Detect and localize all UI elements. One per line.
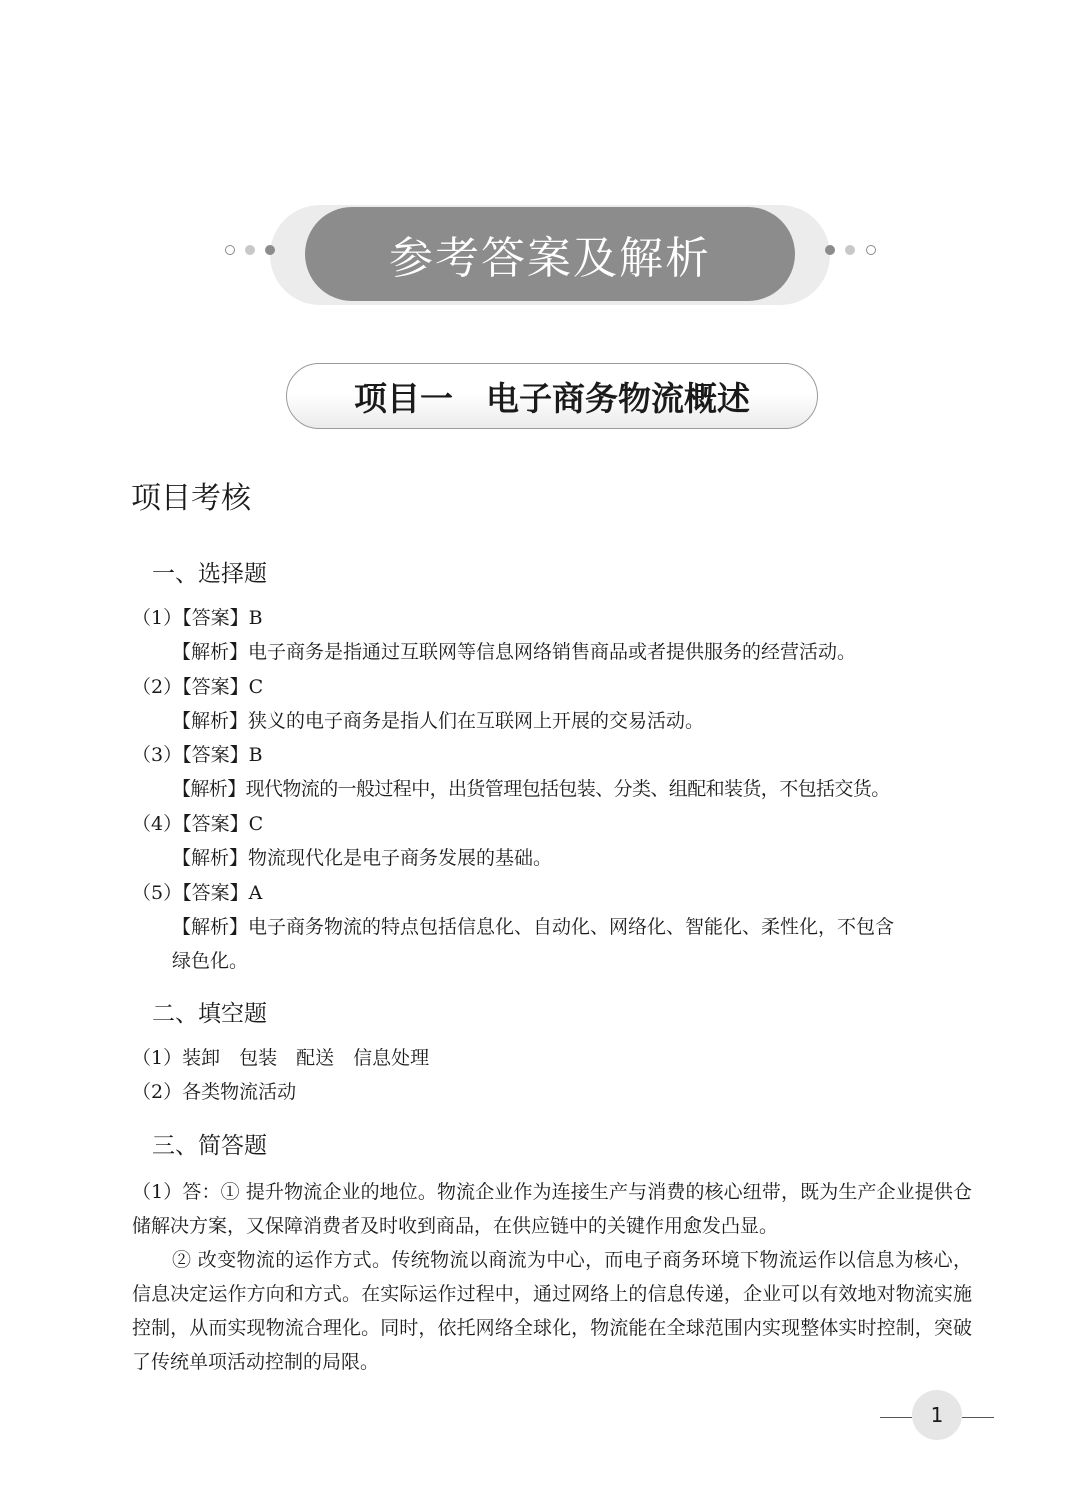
section-title: 项目考核: [131, 481, 251, 516]
choice-answer-4: （4）【答案】C: [132, 813, 264, 835]
page-number: 1: [912, 1390, 962, 1440]
banner: [305, 207, 795, 301]
choice-analysis-2: 【解析】狭义的电子商务是指人们在互联网上开展的交易活动。: [172, 710, 705, 732]
choice-analysis-3: 【解析】现代物流的一般过程中，出货管理包括包装、分类、组配和装货，不包括交货。: [172, 778, 890, 800]
choice-answer-2: （2）【答案】C: [132, 676, 264, 698]
choice-answer-5: （5）【答案】A: [132, 882, 263, 904]
page-number-rule-left: [880, 1417, 912, 1418]
short-answer-para-2: ② 改变物流的运作方式。传统物流以商流为中心，而电子商务环境下物流运作以信息为核心，信息决定运作方向和方式。在实际运作过程中，通过网络上的信息传递，企业可以有效地对物流实施控制，从而实现物流合理化。同时，依托网络全球化，物流能在全球范围内实现整体实时控制，突破了传统单项活动控制的局限。: [132, 1249, 972, 1373]
decor-dot: [845, 245, 855, 255]
fill-heading: 二、填空题: [152, 1001, 267, 1027]
decor-dot: [825, 245, 835, 255]
project-header: [286, 363, 818, 429]
choice-analysis-5-cont: 绿色化。: [172, 950, 249, 972]
project-title: 项目一 电子商务物流概述: [354, 378, 750, 418]
choice-analysis-5: 【解析】电子商务物流的特点包括信息化、自动化、网络化、智能化、柔性化，不包含: [172, 916, 895, 938]
choice-heading: 一、选择题: [152, 561, 267, 587]
decor-dot: [245, 245, 255, 255]
fill-item-2: （2）各类物流活动: [132, 1081, 297, 1103]
page-number-rule-right: [962, 1417, 994, 1418]
choice-answer-3: （3）【答案】B: [132, 744, 263, 766]
short-heading: 三、简答题: [152, 1133, 267, 1159]
fill-item-1: （1）装卸 包装 配送 信息处理: [132, 1047, 430, 1069]
choice-answer-1: （1）【答案】B: [132, 607, 263, 629]
decor-dot: [225, 245, 235, 255]
decor-dot: [265, 245, 275, 255]
banner-title: 参考答案及解析: [389, 233, 711, 284]
choice-analysis-4: 【解析】物流现代化是电子商务发展的基础。: [172, 847, 553, 869]
decor-dot: [866, 245, 876, 255]
choice-analysis-1: 【解析】电子商务是指通过互联网等信息网络销售商品或者提供服务的经营活动。: [172, 641, 857, 663]
short-answer-para-1: （1）答：① 提升物流企业的地位。物流企业作为连接生产与消费的核心纽带，既为生产企业提供仓储解决方案，又保障消费者及时收到商品，在供应链中的关键作用愈发凸显。: [132, 1181, 972, 1237]
